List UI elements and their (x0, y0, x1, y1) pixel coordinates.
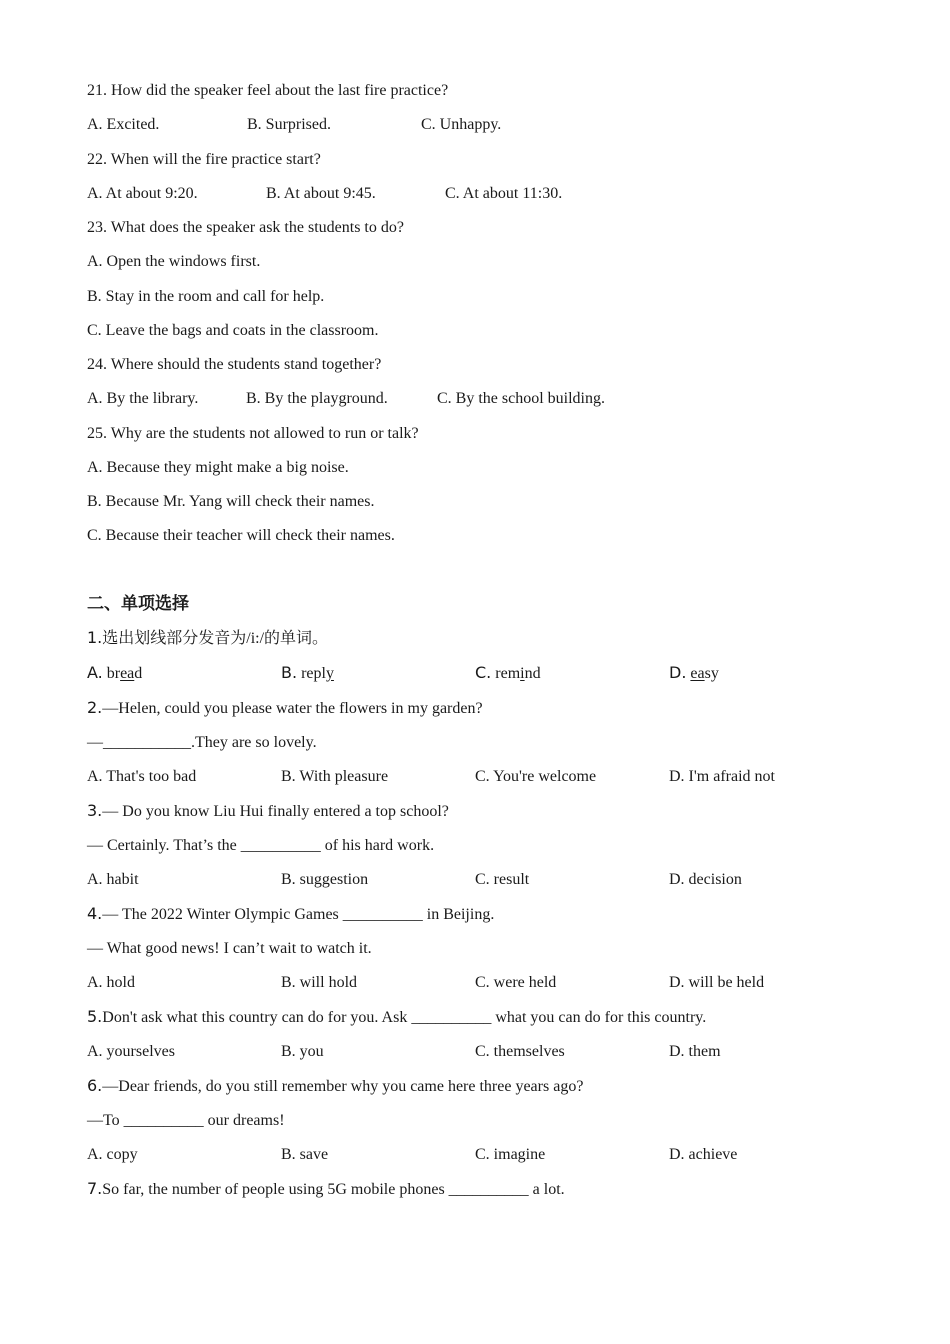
q25-option-c: C. Because their teacher will check their names. (87, 527, 395, 544)
mc6-option-d: D. achieve (669, 1146, 738, 1163)
mc4-line2: — What good news! I can’t wait to watch it. (87, 940, 372, 957)
mc1-option-d: D. easy (669, 663, 719, 682)
q23-option-b: B. Stay in the room and call for help. (87, 288, 325, 305)
q21-option-a: A. Excited. (87, 116, 160, 133)
mc-question-1 (87, 628, 328, 649)
underlined-letters: y (325, 665, 334, 682)
mc4-option-d: D. will be held (669, 974, 765, 991)
mc-question-6: 6.—Dear friends, do you still remember why you came here three years ago? (87, 1076, 584, 1095)
question-23: 23. What does the speaker ask the students to do? (87, 219, 404, 236)
mc2-line2: —___________.They are so lovely. (87, 734, 317, 751)
mc1-option-c: C. remind (475, 663, 541, 682)
mc6-option-c: C. imagine (475, 1146, 546, 1163)
mc-question-5: 5.Don't ask what this country can do for you. Ask __________ what you can do for this country. (87, 1007, 707, 1026)
q23-option-a: A. Open the windows first. (87, 253, 261, 270)
q22-option-b: B. At about 9:45. (266, 185, 376, 202)
mc4-option-c: C. were held (475, 974, 557, 991)
mc6-line2: —To __________ our dreams! (87, 1112, 285, 1129)
mc6-option-b: B. save (281, 1146, 329, 1163)
mc5-option-b: B. you (281, 1043, 324, 1060)
mc-question-4: 4.— The 2022 Winter Olympic Games __________ in Beijing. (87, 904, 495, 923)
underlined-letters: ea (120, 665, 135, 682)
q23-option-c: C. Leave the bags and coats in the classroom. (87, 322, 379, 339)
mc3-option-c: C. result (475, 871, 530, 888)
mc6-option-a: A. copy (87, 1146, 138, 1163)
mc1-option-a: A. bread (87, 663, 143, 682)
q24-option-c: C. By the school building. (437, 390, 605, 407)
mc2-option-d: D. I'm afraid not (669, 768, 775, 785)
mc3-option-d: D. decision (669, 871, 742, 888)
section-title: 二、单项选择 (87, 594, 189, 614)
question-text: 选出划线部分发音为/i:/的单词。 (102, 630, 329, 647)
q21-option-c: C. Unhappy. (421, 116, 502, 133)
question-number: 1. (87, 628, 103, 647)
mc2-option-b: B. With pleasure (281, 768, 389, 785)
question-22: 22. When will the fire practice start? (87, 151, 321, 168)
underlined-letters: ea (690, 665, 705, 682)
mc3-option-b: B. suggestion (281, 871, 369, 888)
mc2-option-c: C. You're welcome (475, 768, 597, 785)
underlined-letters: i (520, 665, 525, 682)
mc5-option-a: A. yourselves (87, 1043, 175, 1060)
mc5-option-d: D. them (669, 1043, 721, 1060)
q21-option-b: B. Surprised. (247, 116, 331, 133)
question-24: 24. Where should the students stand together? (87, 356, 382, 373)
q24-option-a: A. By the library. (87, 390, 199, 407)
mc4-option-a: A. hold (87, 974, 135, 991)
mc-question-3: 3.— Do you know Liu Hui finally entered a top school? (87, 801, 449, 820)
mc5-option-c: C. themselves (475, 1043, 565, 1060)
mc-question-7: 7.So far, the number of people using 5G mobile phones __________ a lot. (87, 1179, 565, 1198)
q24-option-b: B. By the playground. (246, 390, 388, 407)
question-21: 21. How did the speaker feel about the last fire practice? (87, 82, 449, 99)
mc3-option-a: A. habit (87, 871, 139, 888)
mc4-option-b: B. will hold (281, 974, 358, 991)
mc2-option-a: A. That's too bad (87, 768, 197, 785)
mc-question-2: 2.—Helen, could you please water the flowers in my garden? (87, 698, 483, 717)
q22-option-a: A. At about 9:20. (87, 185, 198, 202)
q22-option-c: C. At about 11:30. (445, 185, 563, 202)
mc1-option-b: B. reply (281, 663, 334, 682)
mc3-line2: — Certainly. That’s the __________ of his hard work. (87, 837, 435, 854)
q25-option-a: A. Because they might make a big noise. (87, 459, 349, 476)
q25-option-b: B. Because Mr. Yang will check their names. (87, 493, 375, 510)
question-25: 25. Why are the students not allowed to run or talk? (87, 425, 419, 442)
